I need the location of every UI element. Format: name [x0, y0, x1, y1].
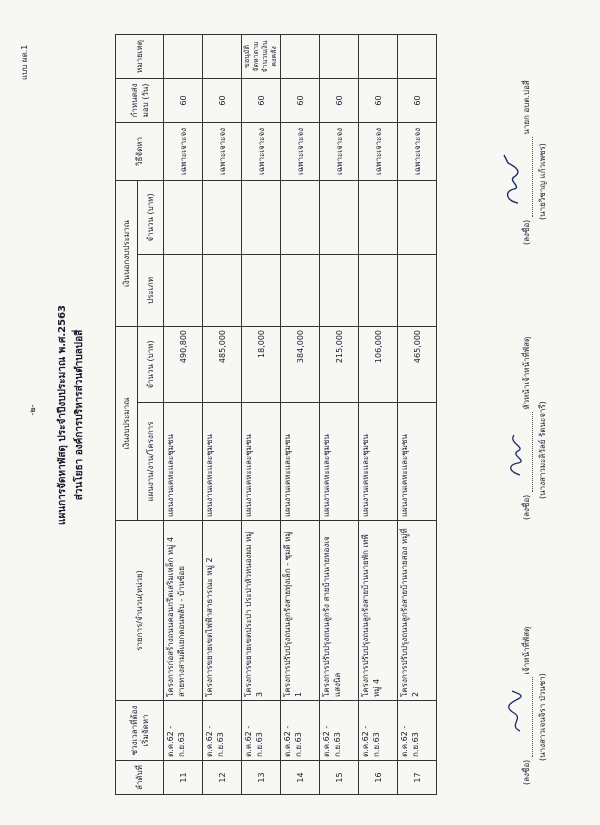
row-item: โครงการขยายเขตประปา ประปาหัวหนองผม หมู่ 3 — [242, 521, 281, 701]
document-title: แผนการจัดหาพัสดุ ประจำปีงบประมาณ พ.ศ.2563 — [57, 305, 68, 525]
row-plan: แผนงานเคหะและชุมชน — [242, 403, 281, 521]
row-no: 11 — [164, 761, 203, 795]
row-type — [281, 254, 320, 326]
signature-name-procurement-officer: (นางสาวเจนจิรา ป่วนชา) — [538, 673, 547, 761]
row-amount2 — [203, 180, 242, 254]
row-method: เฉพาะเจาะจง — [242, 122, 281, 180]
row-no: 14 — [281, 761, 320, 795]
row-type — [398, 254, 437, 326]
row-method: เฉพาะเจาะจง — [281, 122, 320, 180]
row-period: ต.ค.62 - ก.ย.63 — [320, 701, 359, 761]
header-items: รายการ/จำนวน(หน่วย) — [116, 521, 164, 701]
row-method: เฉพาะเจาะจง — [359, 122, 398, 180]
header-amount: จำนวน (บาท) — [138, 326, 164, 402]
row-item: โครงการปรับปรุงถนนลูกรังสายทุ่งเล็ก - ชุมดี หมู่ 1 — [281, 521, 320, 701]
row-amount2 — [242, 180, 281, 254]
signature-role: นายก อบต.บ่อสี่ — [522, 80, 531, 135]
table-row — [398, 34, 437, 794]
row-item: โครงการปรับปรุงถนนลูกรัง สายบ้านนายทองเจ แสงนิล — [320, 521, 359, 701]
row-plan: แผนงานเคหะและชุมชน — [320, 403, 359, 521]
row-delivery: 60 — [398, 78, 437, 122]
header-type: ประเภท — [138, 254, 164, 326]
handwritten-signature-1 — [506, 689, 526, 733]
row-plan: แผนงานเคหะและชุมชน — [281, 403, 320, 521]
row-type — [320, 254, 359, 326]
signature-role: เจ้าหน้าที่พัสดุ — [522, 626, 531, 675]
row-type — [203, 254, 242, 326]
row-period: ต.ค.62 - ก.ย.63 — [164, 701, 203, 761]
handwritten-signature-2 — [504, 433, 526, 477]
row-amount: 106,000 — [359, 326, 398, 402]
row-no: 16 — [359, 761, 398, 795]
row-amount: 384,000 — [281, 326, 320, 402]
row-note — [281, 34, 320, 78]
row-period: ต.ค.62 - ก.ย.63 — [242, 701, 281, 761]
handwritten-signature-3 — [500, 151, 526, 207]
page-number: -๒- — [28, 404, 37, 416]
row-note — [398, 34, 437, 78]
row-period: ต.ค.62 - ก.ย.63 — [281, 701, 320, 761]
table-row — [359, 34, 398, 794]
signature-block-procurement-head — [520, 337, 533, 520]
row-amount: 215,000 — [320, 326, 359, 402]
header-method: วิธีจัดหา — [116, 122, 164, 180]
row-type — [164, 254, 203, 326]
row-method: เฉพาะเจาะจง — [203, 122, 242, 180]
row-period: ต.ค.62 - ก.ย.63 — [359, 701, 398, 761]
header-budget-group: เงินงบประมาณ — [116, 326, 138, 520]
row-amount2 — [320, 180, 359, 254]
row-amount2 — [398, 180, 437, 254]
table-row — [242, 34, 281, 794]
row-amount2 — [359, 180, 398, 254]
header-delivery: กำหนดส่งมอบ (วัน) — [116, 78, 164, 122]
header-nonbudget-group: เงินนอกงบประมาณ — [116, 180, 138, 326]
row-type — [359, 254, 398, 326]
row-item: โครงการปรับปรุงถนนลูกรังสายบ้านนายสอง หมู่ที่ 2 — [398, 521, 437, 701]
row-item: โครงการก่อสร้างถนนคอนกรีตเสริมเหล็ก หมู่ 4 สายทางสามดีแยกดอนพลับ - บ้านซ้อย — [164, 521, 203, 701]
table-row — [281, 34, 320, 794]
header-no: ลำดับที่ — [116, 761, 164, 795]
row-delivery: 60 — [242, 78, 281, 122]
row-method: เฉพาะเจาะจง — [320, 122, 359, 180]
row-plan: แผนงานเคหะและชุมชน — [359, 403, 398, 521]
row-delivery: 60 — [164, 78, 203, 122]
row-amount2 — [281, 180, 320, 254]
procurement-plan-table — [115, 34, 437, 795]
row-note — [359, 34, 398, 78]
header-period: ช่วงเวลาที่ต้องเริ่มจัดหา — [116, 701, 164, 761]
row-no: 15 — [320, 761, 359, 795]
table-row — [320, 34, 359, 794]
signature-prefix: (ลงชื่อ) — [522, 759, 531, 785]
signature-prefix: (ลงชื่อ) — [522, 219, 531, 245]
signature-role: หัวหน้าเจ้าหน้าที่พัสดุ — [522, 336, 531, 410]
signature-name-procurement-head: (นางสาวมะลิวัลย์ รัตนะจารี) — [538, 401, 547, 499]
row-item: โครงการขยายเขตไฟฟ้าสาธารณะ หมู่ 2 — [203, 521, 242, 701]
header-plan: แผนงาน/งาน/โครงการ — [138, 403, 164, 521]
row-plan: แผนงานเคหะและชุมชน — [398, 403, 437, 521]
row-type — [242, 254, 281, 326]
row-amount: 18,000 — [242, 326, 281, 402]
form-code: แบบ ผด.1 — [20, 44, 29, 80]
header-amount2: จำนวน (บาท) — [138, 180, 164, 254]
table-row — [164, 34, 203, 794]
row-no: 12 — [203, 761, 242, 795]
row-delivery: 60 — [203, 78, 242, 122]
row-note — [320, 34, 359, 78]
header-note: หมายเหตุ — [116, 34, 164, 78]
row-amount: 485,000 — [203, 326, 242, 402]
row-method: เฉพาะเจาะจง — [164, 122, 203, 180]
row-note — [203, 34, 242, 78]
signature-name-chief-executive: (นายวิชาญ แก้วเพชร) — [538, 143, 547, 220]
row-amount: 465,000 — [398, 326, 437, 402]
row-delivery: 60 — [320, 78, 359, 122]
row-delivery: 60 — [359, 78, 398, 122]
row-amount2 — [164, 180, 203, 254]
row-delivery: 60 — [281, 78, 320, 122]
row-amount: 490,800 — [164, 326, 203, 402]
row-plan: แผนงานเคหะและชุมชน — [203, 403, 242, 521]
signature-prefix: (ลงชื่อ) — [522, 494, 531, 520]
row-period: ต.ค.62 - ก.ย.63 — [203, 701, 242, 761]
document-subtitle: ส่วนโยธา องค์การบริหารส่วนตำบลบ่อสี่ — [74, 329, 85, 501]
row-item: โครงการปรับปรุงถนนลูกรังสายบ้านนายพัก เทพี หมู่ 4 — [359, 521, 398, 701]
row-no: 13 — [242, 761, 281, 795]
row-period: ต.ค.62 - ก.ย.63 — [398, 701, 437, 761]
row-note — [164, 34, 203, 78]
row-plan: แผนงานเคหะและชุมชน — [164, 403, 203, 521]
row-no: 17 — [398, 761, 437, 795]
table-row — [203, 34, 242, 794]
row-method: เฉพาะเจาะจง — [398, 122, 437, 180]
row-note: ขอนุมัติจัดหาตามจำนวนเงินคงคลัง — [242, 34, 281, 78]
